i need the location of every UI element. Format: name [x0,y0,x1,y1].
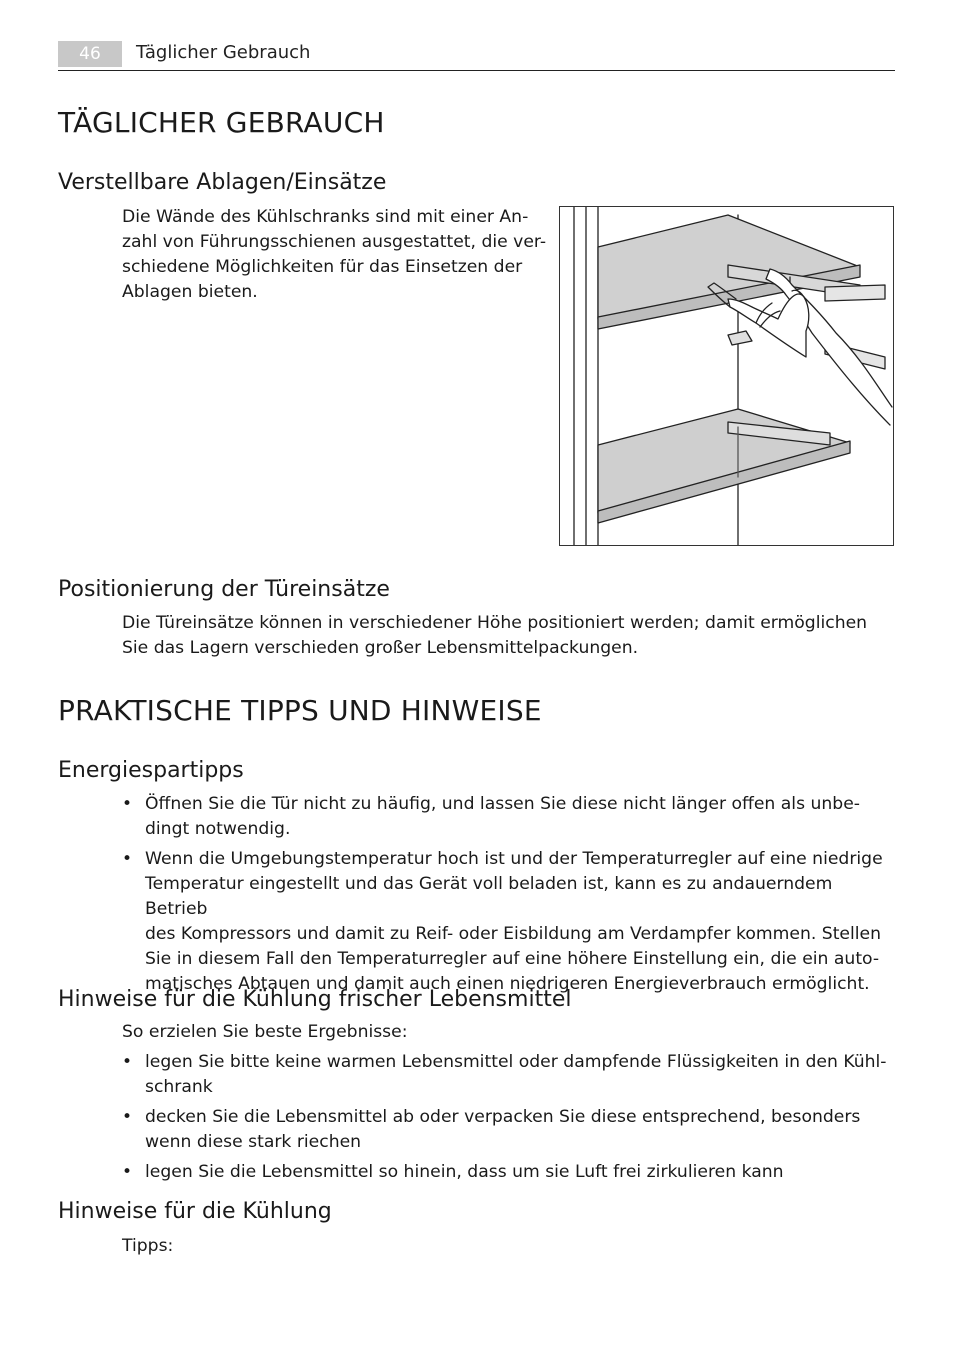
fresh-food-list [58,1050,898,1190]
text-line: Sie das Lagern verschieden großer Lebensmittelpackungen. [122,638,639,658]
text-line: schrank [145,1077,213,1097]
subheading-cooling: Hinweise für die Kühlung [58,1199,332,1224]
bullet-icon: • [122,794,133,814]
text-line: Die Wände des Kühlschranks sind mit einer An- [122,207,529,227]
list-item [58,1050,898,1100]
bullet-icon: • [122,1052,133,1072]
text-line: legen Sie bitte keine warmen Lebensmittel oder dampfende Flüssigkeiten in den Kühl- [145,1052,887,1072]
bullet-icon: • [122,849,133,869]
text-line: des Kompressors und damit zu Reif- oder Eisbildung am Verdampfer kommen. Stellen [145,924,882,944]
text-line: Wenn die Umgebungstemperatur hoch ist und der Temperaturregler auf eine niedrige [145,849,883,869]
list-item [58,847,898,997]
energy-tips-list [58,792,898,1002]
subheading-fresh-food: Hinweise für die Kühlung frischer Lebensmittel [58,987,572,1012]
cooling-intro: Tipps: [122,1236,174,1256]
text-line: decken Sie die Lebensmittel ab oder verpacken Sie diese entsprechend, besonders [145,1107,861,1127]
text-line: Temperatur eingestellt und das Gerät voll beladen ist, kann es zu andauerndem Betrieb [145,874,833,919]
fresh-food-intro: So erzielen Sie beste Ergebnisse: [122,1022,408,1042]
text-line: dingt notwendig. [145,819,291,839]
text-line: Ablagen bieten. [122,282,258,302]
subheading-adjustable-shelves: Verstellbare Ablagen/Einsätze [58,170,387,195]
page-number: 46 [58,41,122,67]
section-title-tips: PRAKTISCHE TIPPS UND HINWEISE [58,694,542,727]
text-line: wenn diese stark riechen [145,1132,362,1152]
paragraph-adjustable-shelves [122,205,552,305]
fridge-shelf-icon [560,207,893,545]
text-line: legen Sie die Lebensmittel so hinein, dass um sie Luft frei zirkulieren kann [145,1162,784,1182]
section-title-daily-use: TÄGLICHER GEBRAUCH [58,106,385,139]
running-title: Täglicher Gebrauch [136,42,311,63]
bullet-icon: • [122,1107,133,1127]
subheading-door-inserts: Positionierung der Türeinsätze [58,577,390,602]
fridge-shelf-illustration [559,206,894,546]
bullet-icon: • [122,1162,133,1182]
text-line: Die Türeinsätze können in verschiedener Höhe positioniert werden; damit ermöglichen [122,613,868,633]
list-item [58,1105,898,1155]
text-line: Sie in diesem Fall den Temperaturregler auf eine höhere Einstellung ein, die ein auto- [145,949,880,969]
list-item [58,1160,898,1185]
paragraph-door-inserts [122,611,902,661]
text-line: schiedene Möglichkeiten für das Einsetzen der [122,257,523,277]
subheading-energy-tips: Energiespartipps [58,758,244,783]
header-rule [58,70,895,71]
list-item [58,792,898,842]
text-line: Öffnen Sie die Tür nicht zu häufig, und lassen Sie diese nicht länger offen als unbe- [145,794,860,814]
text-line: zahl von Führungsschienen ausgestattet, die ver- [122,232,547,252]
text-line: matisches Abtauen und damit auch einen niedrigeren Energieverbrauch ermöglicht. [145,974,870,994]
